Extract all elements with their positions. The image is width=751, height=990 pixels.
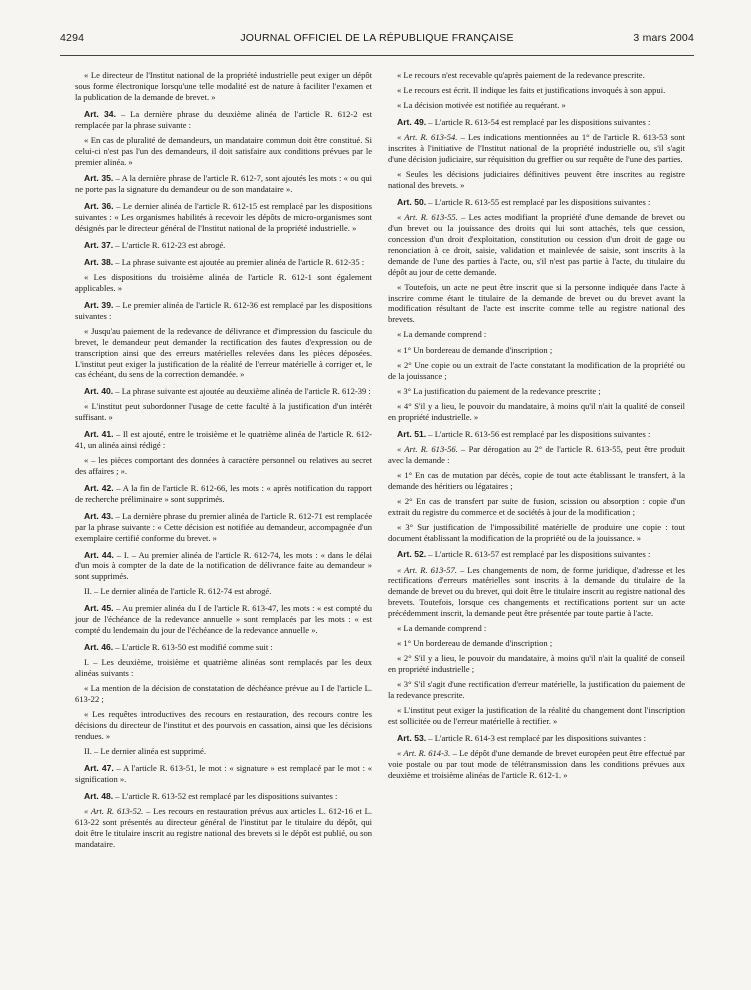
paragraph-text: – L'article R. 613-56 est remplacé par les dispositions suivantes :: [426, 428, 651, 439]
body-paragraph: [75, 657, 372, 679]
right-column: [388, 70, 685, 785]
paragraph-text: – Les recours en restauration prévus aux articles L. 612-16 et L. 613-22 sont présentés au directeur général de l'institut par le titulaire du dépôt, qui doit être le titulaire inscrit au registre national des brevets si le dépôt est publié, ou son mandataire.: [75, 805, 373, 849]
paragraph-text: « Les requêtes introductives des recours en restauration, des recours contre les décisions du directeur de l'institut et des pourvois en cassation, ainsi que les décisions rendues. »: [75, 709, 372, 741]
paragraph-text: – Au premier alinéa du I de l'article R. 613-47, les mots : « est compté du jour de l'échéance de la redevance annuelle » sont remplacés par les mots : « est compté du lendemain du jour de l'échéance de la redevance annuelle ».: [75, 603, 372, 636]
article-paragraph: [75, 201, 372, 234]
article-paragraph: [75, 173, 372, 195]
article-paragraph: [388, 733, 685, 744]
article-paragraph: [75, 429, 372, 451]
cited-article-label: « Art. R. 613-57.: [397, 564, 457, 575]
article-label: Art. 53.: [397, 733, 427, 744]
body-paragraph: [388, 282, 685, 326]
article-label: Art. 49.: [397, 117, 427, 128]
paragraph-text: « Le recours n'est recevable qu'après paiement de la redevance prescrite.: [397, 70, 645, 80]
article-paragraph: [388, 549, 685, 560]
paragraph-text: – L'article R. 613-54 est remplacé par les dispositions suivantes :: [426, 117, 651, 128]
paragraph-text: – L'article R. 613-50 est modifié comme suit :: [113, 642, 273, 653]
paragraph-text: – Le premier alinéa de l'article R. 612-36 est remplacé par les dispositions suivantes :: [75, 299, 372, 321]
paragraph-text: – A la fin de l'article R. 612-66, les mots : « après notification du rapport de recherche préliminaire » sont supprimés.: [75, 483, 372, 504]
body-paragraph: [388, 496, 685, 518]
article-paragraph: [75, 109, 372, 131]
body-paragraph: [388, 70, 685, 81]
body-paragraph: [388, 386, 685, 397]
body-paragraph: [75, 401, 372, 423]
body-paragraph: [75, 683, 372, 705]
body-paragraph: [388, 360, 685, 382]
paragraph-text: « 2° En cas de transfert par suite de fusion, scission ou absorption : copie d'un extrait du registre du commerce et de sociétés à jour de la modification ;: [388, 495, 685, 517]
article-label: Art. 46.: [84, 642, 114, 653]
paragraph-text: « Le recours est écrit. Il indique les faits et justifications invoqués à son appui.: [397, 85, 666, 96]
cited-article-label: « Art. R. 613-56.: [397, 443, 458, 454]
cited-article-paragraph: [388, 132, 685, 165]
article-paragraph: [75, 603, 372, 636]
paragraph-text: II. – Le dernier alinéa est supprimé.: [84, 746, 206, 757]
paragraph-text: – L'article R. 613-55 est remplacé par les dispositions suivantes :: [426, 196, 651, 207]
paragraph-text: « La demande comprend :: [397, 329, 487, 340]
paragraph-text: – L'article R. 613-52 est remplacé par les dispositions suivantes :: [113, 790, 338, 801]
paragraph-text: « La mention de la décision de constatation de déchéance prévue au I de l'article L. 613-22 ;: [75, 683, 372, 705]
paragraph-text: « 4° S'il y a lieu, le pouvoir du mandataire, à moins qu'il n'ait la qualité de conseil en propriété industrielle. »: [388, 400, 685, 422]
article-paragraph: [75, 511, 372, 544]
body-paragraph: [388, 401, 685, 423]
header-rule: [60, 55, 694, 56]
article-label: Art. 39.: [84, 299, 114, 310]
body-paragraph: [75, 586, 372, 597]
body-paragraph: [388, 522, 685, 544]
paragraph-text: – L'article R. 612-23 est abrogé.: [113, 239, 226, 250]
article-label: Art. 38.: [84, 256, 114, 267]
paragraph-text: – Les actes modifiant la propriété d'une demande de brevet ou d'un brevet ou la jouissance des droits qui lui sont attachés, tels que cession, concession d'un droit d'exploitation, constitution ou cession d'un droit de gage ou renonciation à ce droit, saisie, validation et mainlevée de saisie, sont inscrits à la demande de l'une des parties à l'acte, ou, s'il n'est pas partie à l'acte, du titulaire du dépôt au jour de cette demande.: [388, 212, 686, 277]
article-paragraph: [75, 763, 372, 785]
cited-article-paragraph: [388, 444, 685, 466]
article-paragraph: [388, 197, 685, 208]
article-paragraph: [388, 429, 685, 440]
paragraph-text: « La décision motivée est notifiée au requérant. »: [397, 100, 566, 111]
paragraph-text: « Les dispositions du troisième alinéa de l'article R. 612-1 sont également applicables. »: [75, 271, 372, 293]
article-label: Art. 47.: [84, 763, 114, 773]
article-paragraph: [75, 642, 372, 653]
cited-article-paragraph: [388, 212, 685, 277]
paragraph-text: « – les pièces comportant des données à caractère personnel ou relatives au secret des affaires ; ».: [75, 455, 372, 477]
body-paragraph: [388, 623, 685, 634]
paragraph-text: – La phrase suivante est ajoutée au premier alinéa de l'article R. 612-35 :: [113, 256, 365, 267]
paragraph-text: – Les indications mentionnées au 1° de l'article R. 613-53 sont inscrites à l'initiative de l'Institut national de la propriété industrielle ou, s'il s'agit d'une décision judiciaire, sur réquisition du greffier ou sur requête de l'une des parties.: [388, 132, 685, 164]
body-paragraph: [388, 470, 685, 492]
article-paragraph: [75, 240, 372, 251]
body-paragraph: [388, 705, 685, 727]
cited-article-paragraph: [388, 748, 685, 781]
paragraph-text: « 1° Un bordereau de demande d'inscription ;: [397, 344, 553, 355]
paragraph-text: « 3° La justification du paiement de la redevance prescrite ;: [397, 385, 601, 396]
cited-article-label: « Art. R. 613-54.: [397, 132, 458, 143]
article-paragraph: [75, 550, 372, 583]
paragraph-text: – L'article R. 614-3 est remplacé par les dispositions suivantes :: [426, 733, 647, 744]
paragraph-text: « 1° Un bordereau de demande d'inscription ;: [397, 638, 553, 649]
article-label: Art. 50.: [397, 196, 427, 207]
page-number: 4294: [60, 32, 85, 44]
body-paragraph: [75, 326, 372, 381]
paragraph-text: – Les changements de nom, de forme juridique, d'adresse et les rectifications d'erreurs matérielles sont inscrits à la demande du titulaire de la demande de brevet ou du brevet, qui doit être le titulaire inscrit au registre national des brevets. Toutefois, lorsque ces changements et rectifications portent sur un acte précédemment inscrit, la demande peut être présentée par toute partie à l'acte.: [388, 564, 685, 619]
article-label: Art. 37.: [84, 239, 114, 250]
body-paragraph: [388, 345, 685, 356]
paragraph-text: « L'institut peut subordonner l'usage de cette faculté à la justification d'un intérêt suffisant. »: [75, 401, 372, 423]
paragraph-text: – A l'article R. 613-51, le mot : « signature » est remplacé par le mot : « signification ».: [75, 763, 372, 784]
article-label: Art. 41.: [84, 429, 114, 440]
paragraph-text: « En cas de pluralité de demandeurs, un mandataire commun doit être constitué. Si celui-ci n'est pas l'un des demandeurs, il doit satisfaire aux conditions prévues par le premier alinéa. »: [75, 134, 372, 167]
body-paragraph: [75, 70, 372, 103]
paragraph-text: « 3° Sur justification de l'impossibilité matérielle de produire une copie : tout document établissant la modification de la propriété ou de la jouissance. »: [388, 521, 685, 543]
article-label: Art. 36.: [84, 201, 114, 212]
article-paragraph: [75, 257, 372, 268]
paragraph-text: « 3° S'il s'agit d'une rectification d'erreur matérielle, la justification du paiement de la redevance prescrite.: [388, 679, 685, 701]
article-label: Art. 42.: [84, 483, 114, 494]
body-paragraph: [388, 169, 685, 191]
cited-article-paragraph: [75, 806, 372, 850]
article-paragraph: [75, 483, 372, 505]
paragraph-text: – Le dernier alinéa de l'article R. 612-15 est remplacé par les dispositions suivantes : « Les organismes habilités à recevoir les dépôts de micro-organismes sont désignés par le directeur général de l'Institut national de la propriété industrielle. »: [75, 201, 372, 234]
body-paragraph: [388, 100, 685, 111]
paragraph-text: – Par dérogation au 2° de l'article R. 613-55, peut être produit avec la demande :: [388, 443, 685, 465]
cited-article-paragraph: [388, 565, 685, 620]
paragraph-text: « 2° S'il y a lieu, le pouvoir du mandataire, à moins qu'il n'ait la qualité de conseil en propriété industrielle ;: [388, 653, 685, 675]
article-paragraph: [75, 386, 372, 397]
paragraph-text: « Jusqu'au paiement de la redevance de délivrance et d'impression du fascicule du brevet, le demandeur peut demander la rectification des fautes d'expression ou de transcription ainsi que des erreurs matérielles relevées dans les pièces déposées. L'institut peut exiger la justification de la réalité de l'erreur matérielle à corriger et, le cas échéant, du sens de la correction demandée. »: [75, 325, 372, 380]
paragraph-text: « 1° En cas de mutation par décès, copie de tout acte établissant le transfert, à la demande des héritiers ou légataires ;: [388, 469, 685, 491]
article-paragraph: [75, 791, 372, 802]
paragraph-text: – La phrase suivante est ajoutée au deuxième alinéa de l'article R. 612-39 :: [113, 386, 371, 397]
paragraph-text: « La demande comprend :: [397, 623, 487, 634]
left-column: [75, 70, 372, 854]
paragraph-text: « Seules les décisions judiciaires définitives peuvent être inscrites au registre national des brevets. »: [388, 169, 685, 190]
body-paragraph: [75, 135, 372, 168]
body-paragraph: [388, 679, 685, 701]
article-label: Art. 48.: [84, 790, 114, 801]
cited-article-label: « Art. R. 613-52.: [84, 805, 144, 816]
paragraph-text: « Le directeur de l'Institut national de la propriété industrielle peut exiger un dépôt sous forme électronique lorsqu'une telle modalité est de nature à faciliter l'examen et la publication de la demande de brevet. »: [75, 70, 372, 102]
journal-title: JOURNAL OFFICIEL DE LA RÉPUBLIQUE FRANÇAISE: [240, 32, 514, 44]
body-paragraph: [388, 329, 685, 340]
paragraph-text: – Il est ajouté, entre le troisième et le quatrième alinéa de l'article R. 612-41, un alinéa ainsi rédigé :: [75, 429, 372, 451]
body-paragraph: [388, 638, 685, 649]
article-label: Art. 40.: [84, 386, 114, 397]
article-label: Art. 34.: [84, 108, 116, 119]
paragraph-text: I. – Les deuxième, troisième et quatrième alinéas sont remplacés par les deux alinéas suivants :: [75, 657, 372, 679]
paragraph-text: « Toutefois, un acte ne peut être inscrit que si la personne indiquée dans l'acte à inscrire comme étant le titulaire de la demande de brevet ou du brevet avant la modification résultant de l'acte est inscrite comme telle au registre national des brevets.: [388, 281, 685, 325]
paragraph-text: – La dernière phrase du deuxième alinéa de l'article R. 612-2 est remplacée par la phrase suivante :: [75, 108, 372, 130]
paragraph-text: – I. – Au premier alinéa de l'article R. 612-74, les mots : « dans le délai d'un mois à compter de la date de la notification de délivrance faite au demandeur » sont supprimés.: [75, 549, 372, 582]
article-label: Art. 51.: [397, 428, 427, 439]
paragraph-text: – A la dernière phrase de l'article R. 612-7, sont ajoutés les mots : « ou qui ne porte pas la signature du demandeur ou de son mandataire ».: [75, 173, 372, 195]
article-label: Art. 35.: [84, 173, 114, 184]
article-label: Art. 45.: [84, 603, 114, 614]
article-label: Art. 52.: [397, 549, 427, 560]
article-label: Art. 43.: [84, 510, 114, 521]
body-paragraph: [75, 455, 372, 477]
article-label: Art. 44.: [84, 549, 114, 560]
body-paragraph: [75, 272, 372, 294]
page-header: [60, 30, 694, 50]
article-paragraph: [75, 300, 372, 322]
paragraph-text: II. – Le dernier alinéa de l'article R. 612-74 est abrogé.: [84, 586, 272, 597]
paragraph-text: « L'institut peut exiger la justification de la réalité du changement dont l'inscription est sollicitée ou de l'erreur matérielle à rectifier. »: [388, 705, 685, 727]
cited-article-label: « Art. R. 614-3.: [397, 748, 451, 759]
paragraph-text: – L'article R. 613-57 est remplacé par les dispositions suivantes :: [426, 549, 651, 560]
paragraph-text: « 2° Une copie ou un extrait de l'acte constatant la modification de la propriété ou de la jouissance ;: [388, 359, 685, 381]
body-paragraph: [75, 709, 372, 742]
body-paragraph: [75, 746, 372, 757]
article-paragraph: [388, 117, 685, 128]
body-paragraph: [388, 653, 685, 675]
body-paragraph: [388, 85, 685, 96]
paragraph-text: – Le dépôt d'une demande de brevet européen peut être effectué par voie postale ou par tout mode de télétransmission dans les conditions prévues aux deuxième et troisième alinéas de l'article R. 612-1. »: [388, 748, 685, 781]
cited-article-label: « Art. R. 613-55.: [397, 212, 458, 222]
paragraph-text: – La dernière phrase du premier alinéa de l'article R. 612-71 est remplacée par la phrase suivante : « Cette décision est notifiée au demandeur, accompagnée d'un exemplaire certifié conforme du brevet. »: [75, 510, 372, 543]
publication-date: 3 mars 2004: [633, 32, 694, 44]
